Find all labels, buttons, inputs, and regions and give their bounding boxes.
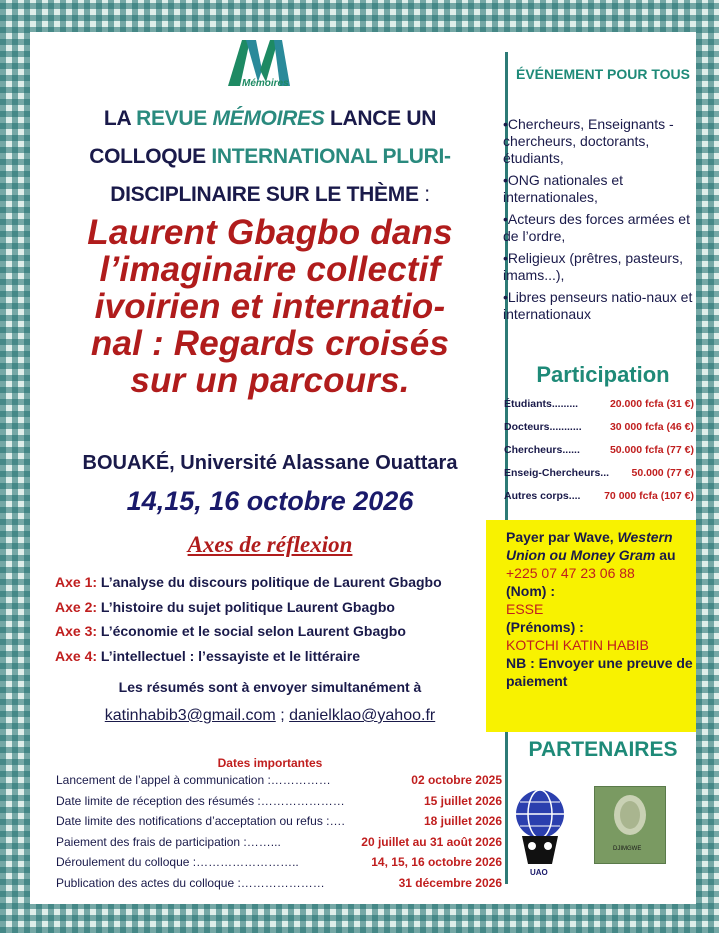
date-row: Date limite des notifications d’acceptation ou refus : …. 18 juillet 2026 xyxy=(56,814,502,828)
date-row: Déroulement du colloque : …………………….. 14, 15, 16 octobre 2026 xyxy=(56,855,502,869)
payee-last-name: ESSE xyxy=(506,601,544,617)
colloquium-theme: Laurent Gbagbo dans l’imaginaire collectif ivoirien et internatio- nal : Regards croisés sur un parcours. xyxy=(87,213,453,400)
logo-text: Mémoires xyxy=(242,78,289,89)
axes-title: Axes de réflexion xyxy=(187,532,353,557)
location: BOUAKÉ, Université Alassane Ouattara xyxy=(82,452,458,474)
payment-box xyxy=(486,520,696,732)
uao-logo xyxy=(508,786,572,878)
axe-item: Axe 3: L’économie et le social selon Laurent Gbagbo xyxy=(55,623,406,639)
payment-info: Payer par Wave, Western Union ou Money Gram au +225 07 47 23 06 88 (Nom) : ESSE (Prénoms) : KOTCHI KATIN HABIB NB : Envoyer une preuve de paiement xyxy=(506,528,696,690)
axe-item: Axe 1: L’analyse du discours politique de Laurent Gbagbo xyxy=(55,574,442,590)
date-row: Lancement de l’appel à communication : …………… 02 octobre 2025 xyxy=(56,773,502,787)
payment-note: NB : Envoyer une preuve de paiement xyxy=(506,655,693,689)
date-row: Publication des actes du colloque : ………………… 31 décembre 2026 xyxy=(56,875,502,890)
event-dates: 14,15, 16 octobre 2026 xyxy=(126,486,414,516)
partners-title: PARTENAIRES xyxy=(528,738,678,761)
axes-list xyxy=(55,574,503,672)
audience-item: •Chercheurs, Enseignants -chercheurs, doctorants, étudiants, xyxy=(503,116,674,166)
uao-label: UAO xyxy=(530,868,548,877)
audience-item: •Libres penseurs natio-naux et internationaux xyxy=(503,289,693,322)
audience-list xyxy=(503,116,693,328)
date-row: Date limite de réception des résumés : ………………… 15 juillet 2026 xyxy=(56,793,502,808)
important-dates-list xyxy=(56,773,502,896)
audience-item: •Religieux (prêtres, pasteurs, imams...), xyxy=(503,250,683,283)
djimgwe-logo xyxy=(594,786,666,864)
fee-row: Étudiants ......... 20.000 fcfa (31 €) xyxy=(504,398,694,410)
fee-row: Autres corps .... 70 000 fcfa (107 €) xyxy=(504,490,694,502)
axe-item: Axe 2: L’histoire du sujet politique Laurent Gbagbo xyxy=(55,598,395,615)
axe-item: Axe 4: L’intellectuel : l’essayiste et le littéraire xyxy=(55,647,361,664)
face-icon xyxy=(595,787,665,847)
fee-row: Chercheurs ...... 50.000 fcfa (77 €) xyxy=(504,444,694,456)
djimgwe-label: DJIMGWE xyxy=(613,846,642,852)
flyer xyxy=(30,32,696,904)
payment-phone: +225 07 47 23 06 88 xyxy=(506,565,635,581)
fee-row: Enseig-Chercheurs ... 50.000 (77 €) xyxy=(504,467,694,479)
audience-item: •Acteurs des forces armées et de l’ordre, xyxy=(503,211,690,244)
email-link-2[interactable]: danielklao@yahoo.fr xyxy=(289,707,436,724)
resumes-instruction: Les résumés sont à envoyer simultanément à xyxy=(118,679,422,695)
audience-title: ÉVÉNEMENT POUR TOUS xyxy=(516,66,690,82)
contact-emails: katinhabib3@gmail.com ; danielklao@yahoo.fr xyxy=(104,707,436,724)
fee-row: Docteurs ........... 30 000 fcfa (46 €) xyxy=(504,421,694,433)
participation-fees xyxy=(504,398,694,513)
participation-title: Participation xyxy=(536,362,670,387)
payee-first-names: KOTCHI KATIN HABIB xyxy=(506,637,649,653)
audience-item: •ONG nationales et internationales, xyxy=(503,172,624,205)
email-link-1[interactable]: katinhabib3@gmail.com xyxy=(104,707,276,724)
headline: LA REVUE MÉMOIRES LANCE UN COLLOQUE INTERNATIONAL PLURI- DISCIPLINAIRE SUR LE THÈME : xyxy=(89,107,451,206)
date-row: Paiement des frais de participation : ……... 20 juillet au 31 août 2026 xyxy=(56,834,502,849)
important-dates-title: Dates importantes xyxy=(217,756,323,770)
